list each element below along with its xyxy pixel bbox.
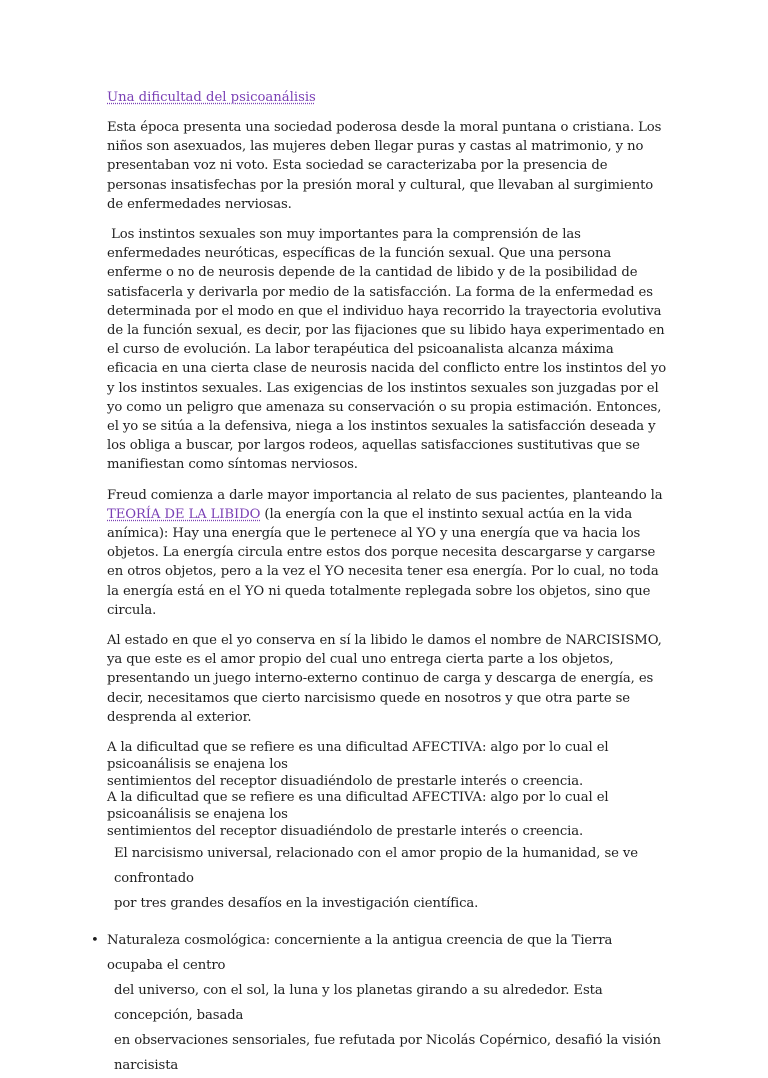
document-page (91, 88, 671, 1078)
bullet-line-2: del universo, con el sol, la luna y los planetas girando a su alrededor. Esta concepción, basada (114, 982, 603, 1023)
document-title-link[interactable]: Una dificultad del psicoanálisis (107, 90, 316, 105)
afectiva-line-2: sentimientos del receptor disuadiéndolo de prestarle interés o creencia. (107, 773, 584, 789)
bullet-icon: • (91, 932, 99, 948)
teoria-libido-link[interactable]: TEORÍA DE LA LIBIDO (107, 506, 261, 522)
bullet-line-3: en observaciones sensoriales, fue refutada por Nicolás Copérnico, desafió la visión narcisista (114, 1032, 661, 1073)
repeated-afectiva-block (107, 740, 667, 841)
paragraph-narcisismo-universal (114, 841, 667, 916)
afectiva-line-4: sentimientos del receptor disuadiéndolo de prestarle interés o creencia. (107, 824, 584, 840)
narcisismo-universal-line-2: por tres grandes desafíos en la investigación científica. (114, 895, 479, 911)
afectiva-line-1: A la dificultad que se refiere es una dificultad AFECTIVA: algo por lo cual el psicoanálisis se enajena los (107, 740, 609, 772)
list-item (91, 928, 667, 1078)
paragraph-freud-intro: Freud comienza a darle mayor importancia al relato de sus pacientes, planteando la (107, 487, 663, 503)
paragraph-freud-body: (la energía con la que el instinto sexual actúa en la vida anímica): Hay una energía que le pertenece al YO y una energía que va hacia los objetos. La energía circula entre estos dos porque necesita descargarse y cargarse en otros objetos, pero a la vez el YO necesita tener esa energía. Por lo cual, no toda la energía está en el YO ni queda totalmente replegada sobre los objetos, sino que circula. (107, 506, 659, 618)
paragraph-epoca: Esta época presenta una sociedad poderosa desde la moral puntana o cristiana. Los niños son asexuados, las mujeres deben llegar puras y castas al matrimonio, y no presentaban voz ni voto. Esta sociedad se caracterizaba por la presencia de personas insatisfechas por la presión moral y cultural, que llevaban al surgimiento de enfermedades nerviosas. (107, 120, 662, 212)
desafios-list (91, 928, 667, 1078)
paragraph-freud (107, 486, 667, 620)
narcisismo-universal-line-1: El narcisismo universal, relacionado con el amor propio de la humanidad, se ve confrontado (114, 845, 638, 886)
afectiva-line-3: A la dificultad que se refiere es una dificultad AFECTIVA: algo por lo cual el psicoanálisis se enajena los (107, 790, 609, 823)
paragraph-instintos: Los instintos sexuales son muy importantes para la comprensión de las enfermedades neuróticas, específicas de la función sexual. Que una persona enferme o no de neurosis depende de la cantidad de libido y de la posibilidad de satisfacerla y derivarla por medio de la satisfacción. La forma de la enfermedad es determinada por el modo en que el individuo haya recorrido la trayectoria evolutiva de la función sexual, es decir, por las fijaciones que su libido haya experimentado en el curso de evolución. La labor terapéutica del psicoanalista alcanza máxima eficacia en una cierta clase de neurosis nacida del conflicto entre los instintos del yo y los instintos sexuales. Las exigencias de los instintos sexuales son juzgadas por el yo como un peligro que amenaza su conservación o su propia estimación. Entonces, el yo se sitúa a la defensiva, niega a los instintos sexuales la satisfacción deseada y los obliga a buscar, por largos rodeos, aquellas satisfacciones sustitutivas que se manifiestan como síntomas nerviosos. (107, 227, 671, 473)
paragraph-narcisismo: Al estado en que el yo conserva en sí la libido le damos el nombre de NARCISISMO, ya que este es el amor propio del cual uno entrega cierta parte a los objetos, presentando un juego interno-externo continuo de carga y descarga de energía, es decir, necesitamos que cierto narcisismo quede en nosotros y que otra parte se desprenda al exterior. (107, 633, 662, 725)
bullet-line-1: Naturaleza cosmológica: concerniente a la antigua creencia de que la Tierra ocupaba el centro (107, 932, 613, 973)
